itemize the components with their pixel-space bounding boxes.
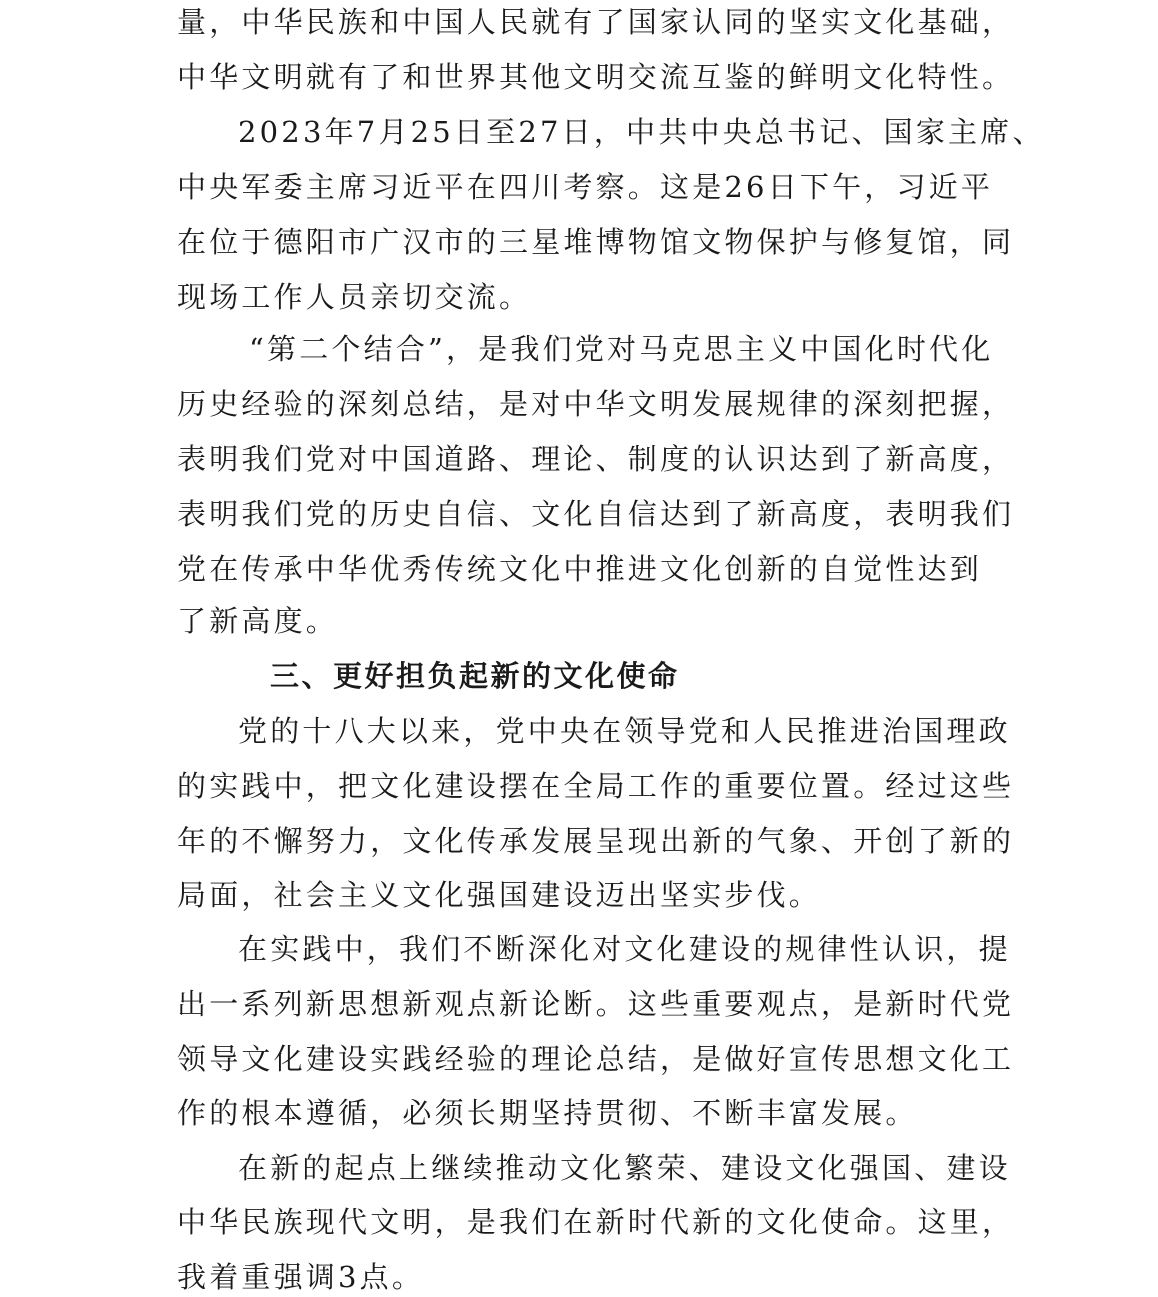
paragraph-line: 量，中华民族和中国人民就有了国家认同的坚实文化基础， (177, 5, 1015, 39)
paragraph-line: “第二个结合”，是我们党对马克思主义中国化时代化 (249, 332, 994, 366)
paragraph-line: 现场工作人员亲切交流。 (177, 280, 532, 314)
paragraph-line: 出一系列新思想新观点新论断。这些重要观点，是新时代党 (177, 987, 1015, 1021)
paragraph-line: 2023年7月25日至27日，中共中央总书记、国家主席、 (238, 115, 1045, 149)
paragraph-line: 的实践中，把文化建设摆在全局工作的重要位置。经过这些 (177, 769, 1015, 803)
paragraph-line: 作的根本遵循，必须长期坚持贯彻、不断丰富发展。 (177, 1096, 918, 1130)
paragraph-line: 了新高度。 (177, 604, 339, 638)
paragraph-line: 党在传承中华优秀传统文化中推进文化创新的自觉性达到 (177, 552, 983, 586)
paragraph-line: 领导文化建设实践经验的理论总结，是做好宣传思想文化工 (177, 1042, 1015, 1076)
paragraph-line: 在位于德阳市广汉市的三星堆博物馆文物保护与修复馆，同 (177, 225, 1015, 259)
paragraph-line: 党的十八大以来，党中央在领导党和人民推进治国理政 (238, 714, 1011, 748)
paragraph-line: 中华文明就有了和世界其他文明交流互鉴的鲜明文化特性。 (177, 60, 1015, 94)
paragraph-line: 历史经验的深刻总结，是对中华文明发展规律的深刻把握， (177, 387, 1015, 421)
paragraph-line: 中央军委主席习近平在四川考察。这是26日下午，习近平 (177, 170, 994, 204)
paragraph-line: 年的不懈努力，文化传承发展呈现出新的气象、开创了新的 (177, 824, 1015, 858)
paragraph-line: 表明我们党的历史自信、文化自信达到了新高度，表明我们 (177, 497, 1015, 531)
paragraph-line: 局面，社会主义文化强国建设迈出坚实步伐。 (177, 878, 822, 912)
paragraph-line: 在新的起点上继续推动文化繁荣、建设文化强国、建设 (238, 1151, 1011, 1185)
paragraph-line: 中华民族现代文明，是我们在新时代新的文化使命。这里， (177, 1205, 1015, 1239)
section-heading: 三、更好担负起新的文化使命 (270, 659, 680, 693)
paragraph-line: 我着重强调3点。 (177, 1260, 425, 1294)
paragraph-line: 在实践中，我们不断深化对文化建设的规律性认识，提 (238, 932, 1011, 966)
paragraph-line: 表明我们党对中国道路、理论、制度的认识达到了新高度， (177, 442, 1015, 476)
